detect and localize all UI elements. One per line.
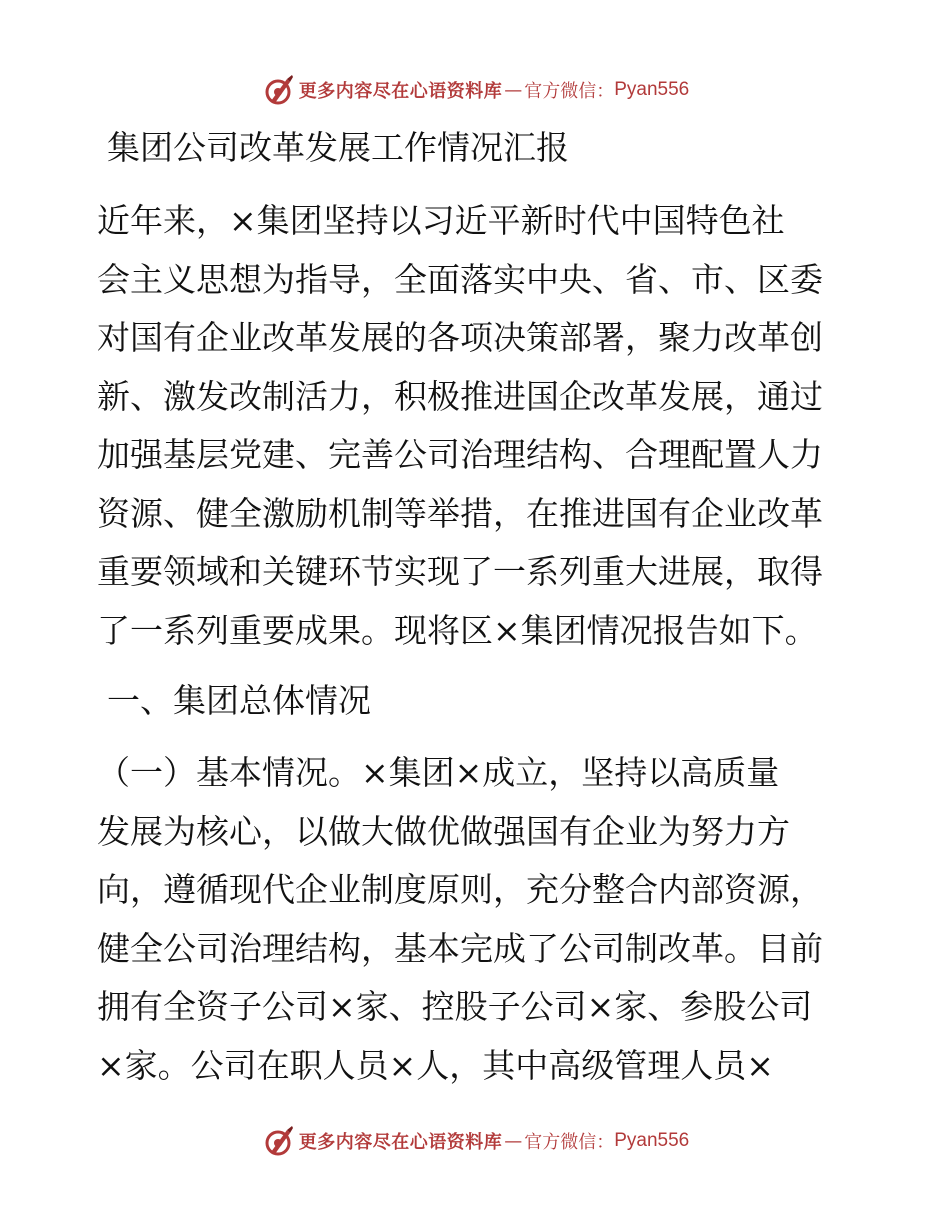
- paragraph-line: 会主义思想为指导，全面落实中央、省、市、区委: [97, 259, 823, 299]
- watermark-brand: 更多内容尽在心语资料库: [298, 1132, 503, 1153]
- paragraph-line: 了一系列重要成果。现将区×集团情况报告如下。: [97, 610, 818, 650]
- paragraph-line: 拥有全资子公司×家、控股子公司×家、参股公司: [97, 987, 813, 1026]
- quill-seal-icon: [261, 1124, 295, 1158]
- paragraph-line: ×家。公司在职人员×人，其中高级管理人员×: [97, 1045, 774, 1085]
- watermark-separator: —: [504, 1130, 523, 1152]
- footer-watermark: [0, 1121, 950, 1161]
- watermark-wechat-label: 官方微信：: [524, 81, 615, 102]
- paragraph-line: 近年来，×集团坚持以习近平新时代中国特色社: [97, 201, 785, 240]
- section-heading: 一、集团总体情况: [107, 681, 371, 720]
- paragraph-line: 发展为核心，以做大做优做强国有企业为努力方: [97, 811, 790, 851]
- paragraph-line: 加强基层党建、完善公司治理结构、合理配置人力: [97, 435, 823, 474]
- paragraph-line: 新、激发改制活力，积极推进国企改革发展，通过: [97, 376, 823, 416]
- header-watermark: [0, 70, 950, 110]
- section-paragraph: [97, 744, 857, 1095]
- document-body: [97, 122, 857, 1095]
- watermark-wechat-label: 官方微信：: [524, 1132, 615, 1153]
- intro-paragraph: [97, 192, 857, 660]
- document-title: 集团公司改革发展工作情况汇报: [107, 128, 569, 167]
- paragraph-line: 健全公司治理结构，基本完成了公司制改革。目前: [97, 928, 823, 968]
- watermark-account: Pyan556: [614, 1130, 690, 1151]
- quill-seal-icon: [261, 73, 295, 107]
- paragraph-line: （一）基本情况。×集团×成立，坚持以高质量: [97, 753, 780, 792]
- watermark-separator: —: [504, 79, 523, 101]
- paragraph-line: 向，遵循现代企业制度原则，充分整合内部资源，: [97, 870, 823, 909]
- paragraph-line: 重要领域和关键环节实现了一系列重大进展，取得: [97, 552, 823, 591]
- watermark-brand: 更多内容尽在心语资料库: [298, 81, 503, 102]
- paragraph-line: 对国有企业改革发展的各项决策部署，聚力改革创: [97, 318, 823, 357]
- paragraph-line: 资源、健全激励机制等举措，在推进国有企业改革: [97, 493, 823, 533]
- watermark-account: Pyan556: [614, 79, 690, 100]
